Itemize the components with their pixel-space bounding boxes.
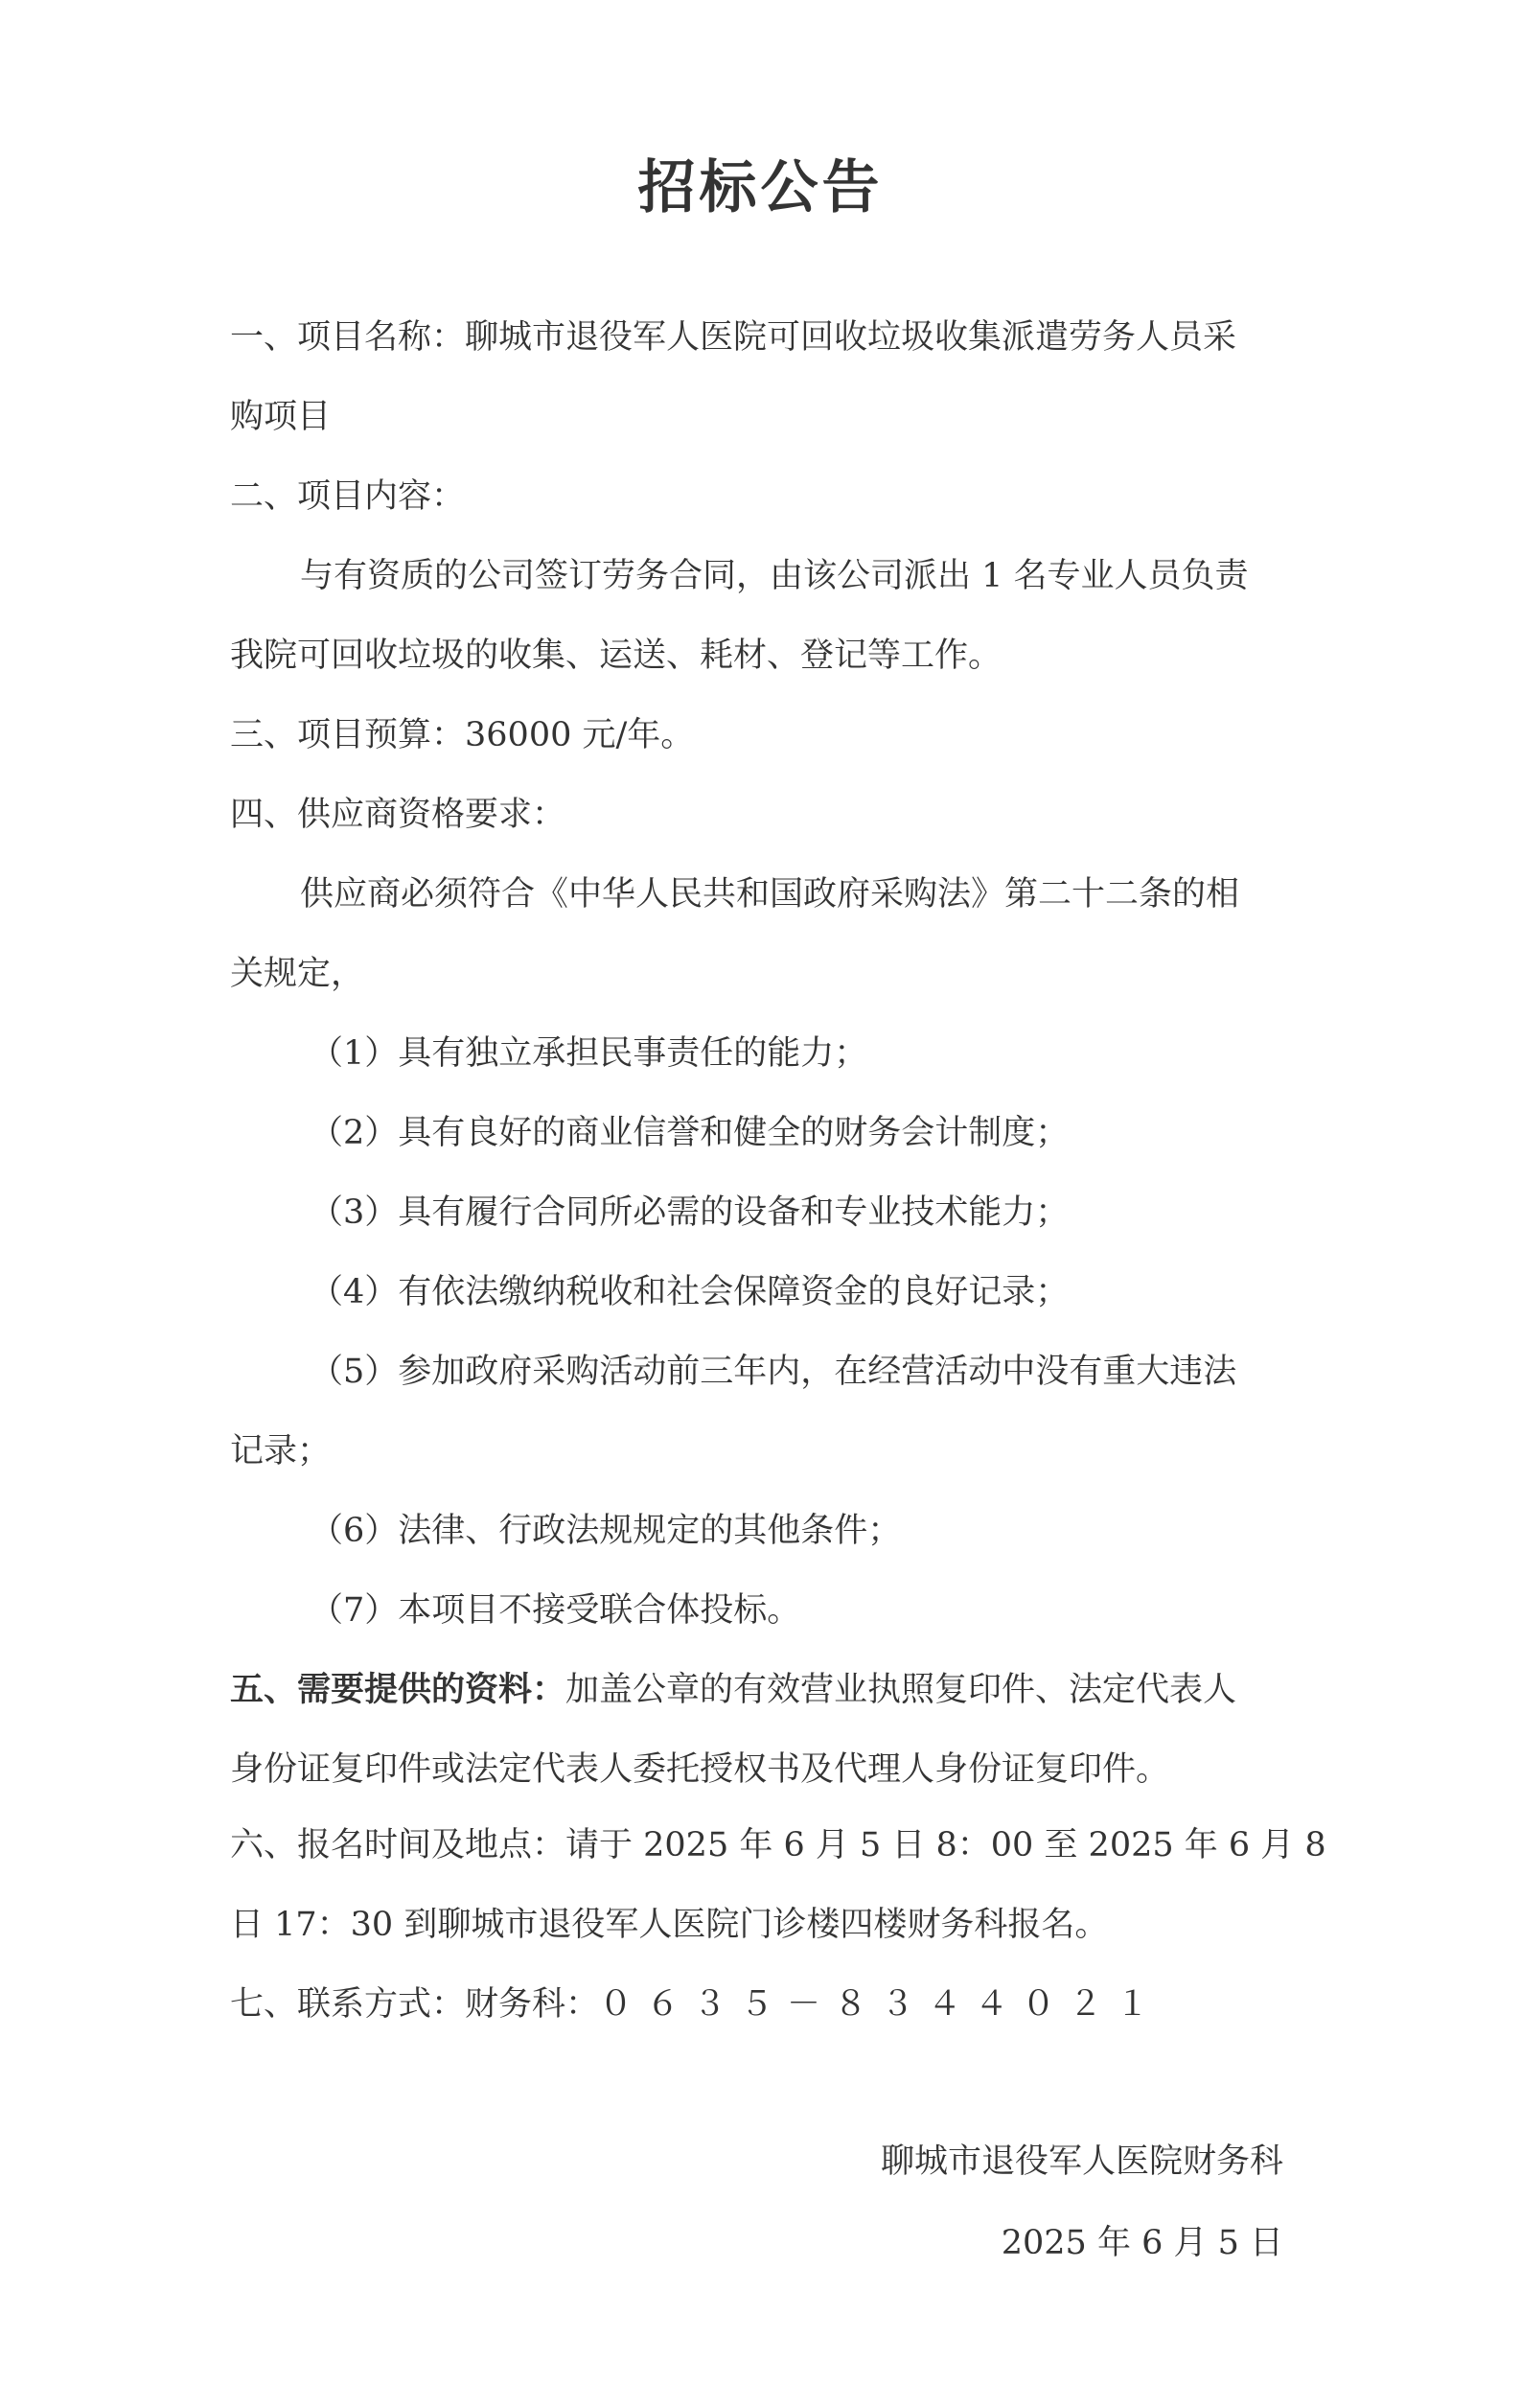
section-6-text: 请于 2025 年 6 月 5 日 8：00 至 2025 年 6 月 8 [565, 1826, 1326, 1864]
section-2-label: 二、项目内容： [230, 477, 466, 516]
section-3-text: 36000 元/年。 [465, 716, 695, 754]
section-6-label: 六、报名时间及地点： [230, 1826, 566, 1864]
section-5-line-2: 身份证复印件或法定代表人委托授权书及代理人身份证复印件。 [230, 1750, 1170, 1789]
section-3-label: 三、项目预算： [230, 716, 466, 754]
signature-date: 2025 年 6 月 5 日 [1001, 2224, 1283, 2262]
section-2-para-line-2: 我院可回收垃圾的收集、运送、耗材、登记等工作。 [230, 637, 1002, 675]
section-4-intro-line-1: 供应商必须符合《中华人民共和国政府采购法》第二十二条的相 [300, 875, 1240, 914]
section-5-line-1 [230, 1669, 1303, 1711]
section-7-line [230, 1983, 1303, 2026]
qualification-item-5: （5）参加政府采购活动前三年内，在经营活动中没有重大违法 [310, 1353, 1237, 1391]
section-1-text: 聊城市退役军人医院可回收垃圾收集派遣劳务人员采 [465, 318, 1237, 357]
section-5-label: 五、需要提供的资料： [230, 1670, 566, 1709]
section-4-label: 四、供应商资格要求： [230, 796, 566, 834]
page-title: 招标公告 [637, 154, 884, 221]
section-6-line-1 [230, 1824, 1326, 1866]
contact-phone: ０６３５－８３４４０２１ [599, 1985, 1164, 2024]
qualification-item-6: （6）法律、行政法规规定的其他条件； [310, 1512, 902, 1550]
contact-dept: 财务科： [465, 1985, 600, 2024]
qualification-item-1: （1）具有独立承担民事责任的能力； [310, 1034, 868, 1073]
section-7-label: 七、联系方式： [230, 1985, 466, 2024]
section-1-line-2: 购项目 [230, 398, 332, 436]
section-4-intro-line-2: 关规定， [230, 955, 365, 993]
section-6-line-2: 日 17：30 到聊城市退役军人医院门诊楼四楼财务科报名。 [230, 1906, 1109, 1944]
section-1-label: 一、项目名称： [230, 318, 466, 357]
section-5-text: 加盖公章的有效营业执照复印件、法定代表人 [565, 1671, 1237, 1709]
qualification-item-5-cont: 记录； [230, 1432, 332, 1470]
signature-org: 聊城市退役军人医院财务科 [880, 2142, 1283, 2181]
section-2-para-line-1: 与有资质的公司签订劳务合同，由该公司派出 1 名专业人员负责 [300, 557, 1249, 595]
qualification-item-7: （7）本项目不接受联合体投标。 [310, 1591, 801, 1630]
section-1-line-1 [230, 316, 1303, 359]
qualification-item-4: （4）有依法缴纳税收和社会保障资金的良好记录； [310, 1273, 1070, 1311]
qualification-item-2: （2）具有良好的商业信誉和健全的财务会计制度； [310, 1114, 1070, 1152]
qualification-item-3: （3）具有履行合同所必需的设备和专业技术能力； [310, 1193, 1070, 1232]
section-3-line [230, 714, 1303, 756]
